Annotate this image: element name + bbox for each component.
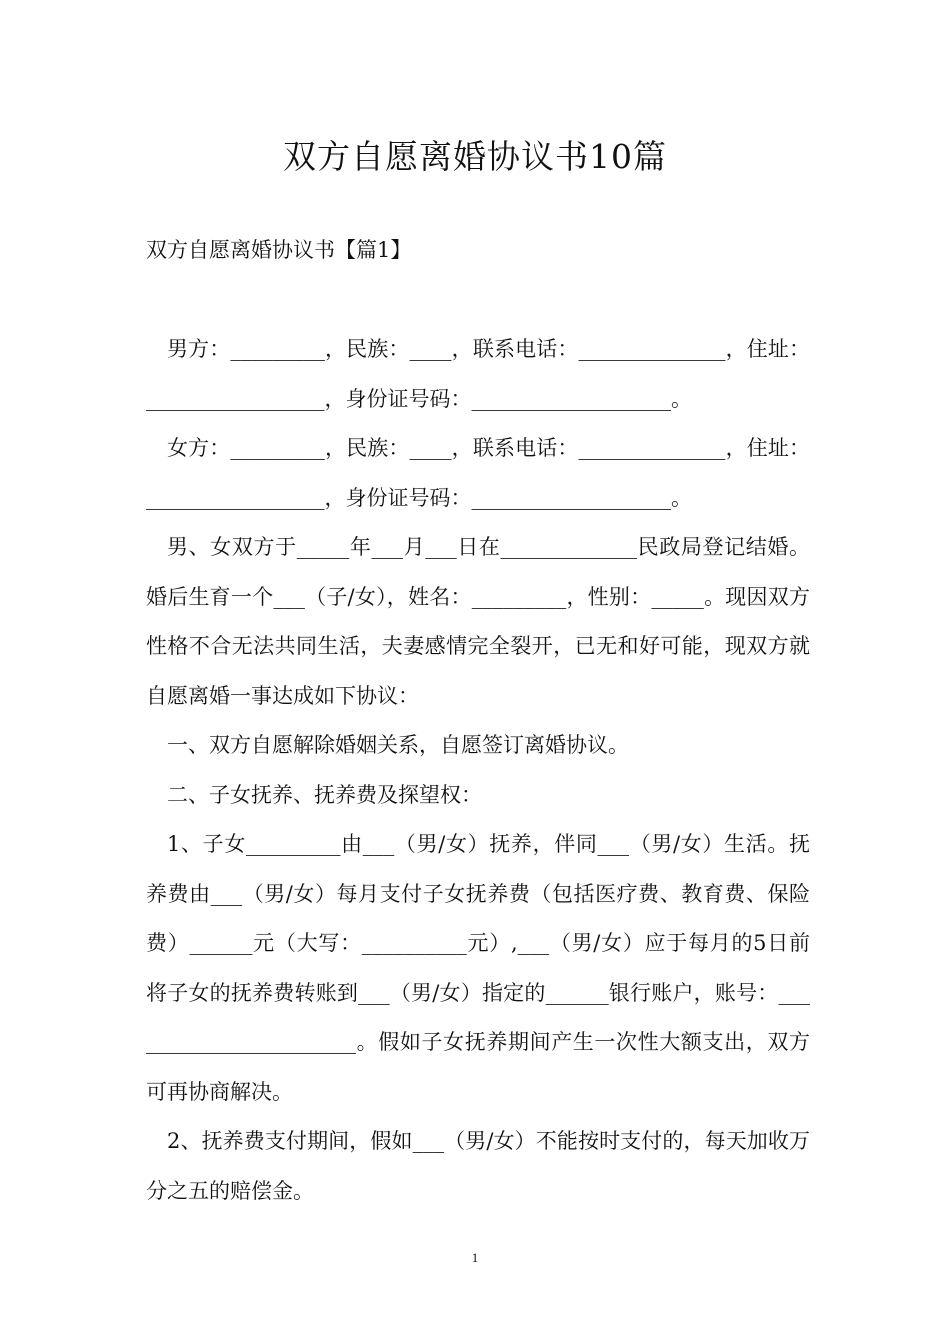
document-title: 双方自愿离婚协议书10篇 [283,137,667,176]
paragraph-female-party: 女方：_________，民族：____，联系电话：______________，住址：_________________，身份证号码：___________________。 [146,436,810,510]
page-number: 1 [471,1250,479,1265]
paragraph-clause-2-2: 2、抚养费支付期间，假如___（男/女）不能按时支付的，每天加收万分之五的赔偿金。 [146,1129,810,1203]
paragraph-marriage-info: 男、女双方于_____年___月___日在_____________民政局登记结婚。婚后生育一个___（子/女），姓名：_________，性别：_____。现因双方性格不合无法共同生活，夫妻感情完全裂开，已无和好可能，现双方就自愿离婚一事达成如下协议： [146,535,810,708]
paragraph-clause-2-1: 1、子女_________由___（男/女）抚养，伴同___（男/女）生活。抚养费由___（男/女）每月支付子女抚养费（包括医疗费、教育费、保险费）______元（大写：__________元）,___（男/女）应于每月的5日前将子女的抚养费转账到___（男/女）指定的______银行账户，账号：_______________________。假如子女抚养期间产生一次性大额支出，双方可再协商解决。 [146,832,810,1104]
paragraph-clause-2: 二、子女抚养、抚养费及探望权： [167,782,482,807]
document-body [146,325,810,1216]
section-heading: 双方自愿离婚协议书【篇1】 [146,238,412,262]
paragraph-clause-1: 一、双方自愿解除婚姻关系，自愿签订离婚协议。 [167,733,629,757]
paragraph-male-party: 男方：_________，民族：____，联系电话：______________，住址：_________________，身份证号码：___________________。 [146,337,810,411]
